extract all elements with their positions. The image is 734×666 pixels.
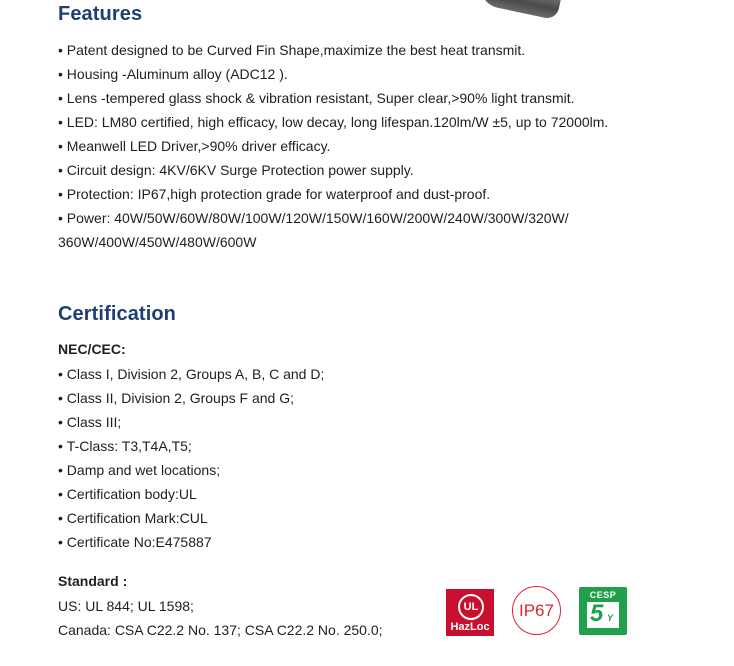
cesp-label: CESP	[589, 590, 617, 600]
list-item: • Circuit design: 4KV/6KV Surge Protection power supply.	[58, 158, 608, 182]
certification-heading: Certification	[58, 303, 176, 325]
list-item: • Damp and wet locations;	[58, 458, 324, 482]
product-image-edge	[476, 0, 562, 20]
standard-us: US: UL 844; UL 1598;	[58, 598, 194, 614]
ul-hazloc-logo	[446, 589, 494, 636]
list-item: • Housing -Aluminum alloy (ADC12 ).	[58, 62, 608, 86]
list-item: • T-Class: T3,T4A,T5;	[58, 434, 324, 458]
standard-heading: Standard :	[58, 573, 128, 589]
cesp-number: 5	[590, 600, 604, 627]
list-item: • Patent designed to be Curved Fin Shape,maximize the best heat transmit.	[58, 38, 608, 62]
hazloc-label: HazLoc	[450, 621, 490, 633]
list-item: • Meanwell LED Driver,>90% driver efficacy.	[58, 134, 608, 158]
cesp-unit: Y	[607, 613, 614, 623]
nec-cec-list	[58, 362, 324, 554]
list-item: • Class II, Division 2, Groups F and G;	[58, 386, 324, 410]
nec-cec-heading: NEC/CEC:	[58, 341, 126, 357]
list-item: • Power: 40W/50W/60W/80W/100W/120W/150W/160W/200W/240W/300W/320W/	[58, 206, 608, 230]
list-item: • Class III;	[58, 410, 324, 434]
cesp-5-year-logo	[579, 587, 627, 635]
ip67-logo: IP67	[512, 586, 561, 635]
list-item: • Certification Mark:CUL	[58, 506, 324, 530]
ul-mark-icon: UL	[458, 594, 484, 620]
features-heading: Features	[58, 3, 143, 25]
list-item: • Protection: IP67,high protection grade for waterproof and dust-proof.	[58, 182, 608, 206]
list-item: • Class I, Division 2, Groups A, B, C and D;	[58, 362, 324, 386]
feature-list	[58, 38, 608, 230]
list-item: • LED: LM80 certified, high efficacy, low decay, long lifespan.120lm/W ±5, up to 72000lm.	[58, 110, 608, 134]
power-continuation: 360W/400W/450W/480W/600W	[58, 234, 257, 250]
list-item: • Certification body:UL	[58, 482, 324, 506]
list-item: • Certificate No:E475887	[58, 530, 324, 554]
list-item: • Lens -tempered glass shock & vibration resistant, Super clear,>90% light transmit.	[58, 86, 608, 110]
standard-canada: Canada: CSA C22.2 No. 137; CSA C22.2 No. 250.0;	[58, 622, 383, 638]
